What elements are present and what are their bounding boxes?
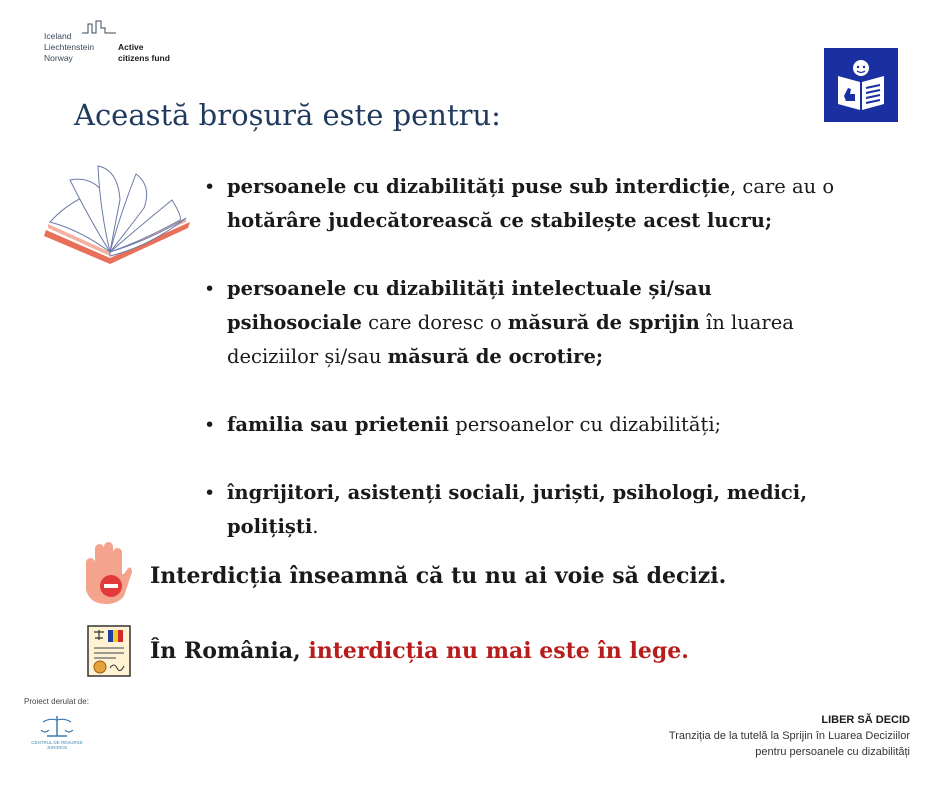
list-item: • familia sau prietenii persoanelor cu dizabilități; — [204, 408, 844, 442]
romania-statement: În România, interdicția nu mai este în lege. — [150, 638, 689, 664]
list-item: • persoanele cu dizabilități puse sub interdicție, care au o hotărâre judecătorească ce stabilește acest lucru; — [204, 170, 844, 238]
project-label: Proiect derulat de: — [24, 697, 89, 706]
publication-title: LIBER SĂ DECID — [821, 714, 910, 726]
interdiction-statement: Interdicția înseamnă că tu nu ai voie să decizi. — [150, 563, 727, 589]
publication-subtitle-2: pentru persoanele cu dizabilități — [755, 746, 910, 758]
list-item: • persoanele cu dizabilități intelectuale și/sau psihosociale care doresc o măsură de sprijin în luarea deciziilor și/sau măsură de ocrotire; — [204, 272, 844, 374]
stop-hand-icon — [78, 540, 134, 610]
scales-icon — [39, 714, 75, 740]
publication-subtitle-1: Tranziția de la tutelă la Sprijin în Luarea Deciziilor — [668, 730, 910, 742]
audience-list — [204, 170, 844, 578]
highlight-text: interdicția nu mai este în lege. — [308, 638, 689, 664]
partner-logo: CENTRUL DE RESURSE JURIDICE — [24, 714, 90, 750]
open-book-icon — [40, 160, 194, 274]
publication-info — [669, 712, 910, 760]
list-item: • îngrijitori, asistenți sociali, juriști, psihologi, medici, polițiști. — [204, 476, 844, 544]
page-title: Această broșură este pentru: — [74, 98, 501, 132]
funder-countries: Iceland Liechtenstein Norway — [44, 31, 95, 63]
easy-to-read-icon — [824, 48, 898, 122]
funder-logo — [44, 20, 174, 70]
funder-fund-name: Active citizens fund — [118, 42, 170, 63]
certificate-icon — [86, 624, 132, 682]
